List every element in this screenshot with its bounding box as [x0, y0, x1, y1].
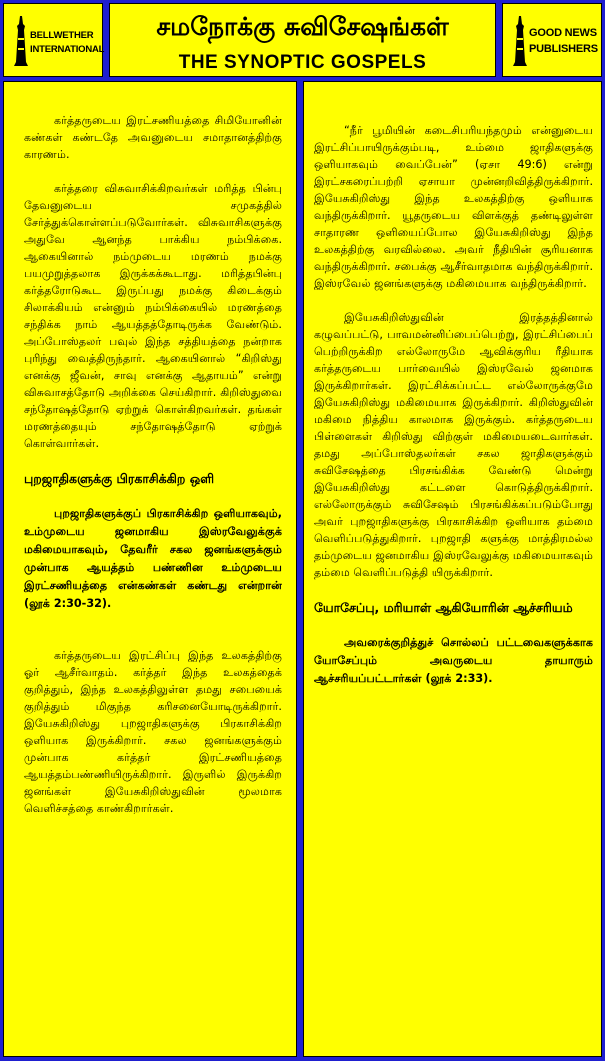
left-column-content: [24, 112, 282, 817]
tower-icon: [513, 16, 527, 66]
right-column-content: [314, 122, 593, 688]
page-title-english: THE SYNOPTIC GOSPELS: [178, 52, 427, 73]
good-news-logo-line1: GOOD NEWS: [529, 27, 597, 39]
scripture-quote: புறஜாதிகளுக்குப் பிரகாசிக்கிற ஒளியாகவும், உம்முடைய ஜனமாகிய இஸ்ரவேலுக்குக் மகிமையாகவும், தேவரீர் சகல ஜனங்களுக்கும் முன்பாக ஆயத்தம் பண்ணின உம்முடைய இரட்சணியத்தை என்கண்கள் கண்டது என்றான் (லூக் 2:30-32).: [24, 507, 282, 610]
bellwether-logo-line1: BELLWETHER: [30, 30, 94, 41]
title-box: [109, 3, 496, 77]
paragraph: இயேசுகிறிஸ்துவின் இரத்தத்தினால் கழுவப்பட்டு, பாவமன்னிப்பைப்பெற்று, இரட்சிப்பைப் பெற்றிருக்கிற எல்லோருமே ஆவிக்குரிய ரீதியாக கர்த்தருடைய பார்வையில் இஸ்ரவேல் ஜனமாக இருக்கிறார்கள். இரட்சிக்கப்பட்ட எல்லோருக்குமே இயேசுகிறிஸ்து மகிமையாக இருக்கிறார். கிறிஸ்துவின் மகிமை நித்திய காலமாக இருக்கும். கர்த்தருடைய பிள்ளைகள் கிறிஸ்து விற்குள் மகிமையடைவார்கள். தமது அப்போஸ்தலர்கள் சகல ஜாதிகளுக்கும் சுவிசேஷத்தை பிரசங்கிக்க வேண்டு மென்று இயேசுகிறிஸ்து கட்டளை கொடுத்திருக்கிறார். எல்லோருக்கும் சுவிசேஷம் பிரசங்கிக்கப்படும்போது அவர் புறஜாதிகளுக்கு பிரகாசிக்கிற ஒளியாக தம்மை வெளிப்படுத்துகிறார். புறஜாதி களுக்கு மாத்திரமல்ல தம்முடைய ஜனமாகிய இஸ்ரவேலுக்கு மகிமையாகவும் தம்மை வெளிப்படுத்தி யிருக்கிறார்.: [314, 311, 593, 579]
left-column: [3, 81, 297, 1057]
section-heading: யோசேப்பு, மரியாள் ஆகியோரின் ஆச்சரியம்: [314, 600, 573, 615]
header: [0, 0, 605, 80]
page-title-tamil: சமநோக்கு சுவிசேஷங்கள்: [156, 12, 449, 41]
right-column: [303, 81, 602, 1057]
scripture-quote: அவரைக்குறித்துச் சொல்லப் பட்டவைகளுக்காக யோசேப்பும் அவருடைய தாயாரும் ஆச்சரியப்பட்டார்கள் (லூக் 2:33).: [314, 636, 593, 685]
paragraph: கர்த்தருடைய இரட்சிப்பு இந்த உலகத்திற்கு ஓர் ஆசீர்வாதம். கர்த்தர் இந்த உலகத்தைக் குறித்தும், இந்த உலகத்திலுள்ள தமது சபையைக் குறித்தும் மிகுந்த கரிசனையோடிருக்கிறார். இயேசுகிறிஸ்து புறஜாதிகளுக்கு பிரகாசிக்கிற ஒளியாக இருக்கிறார். சகல ஜனங்களுக்கும் முன்பாக கர்த்தர் இரட்சணியத்தை ஆயத்தம்பண்ணியிருக்கிறார். இருளில் இருக்கிற ஜனங்கள் இயேசுகிறிஸ்துவின் மூலமாக வெளிச்சத்தை காண்கிறார்கள்.: [24, 649, 282, 815]
bellwether-logo-box: [3, 3, 103, 77]
paragraph: “நீர் பூமியின் கடைசிபரியந்தமும் என்னுடைய இரட்சிப்பாயிருக்கும்படி, உம்மை ஜாதிகளுக்கு ஒளியாகவும் வைப்பேன்” (ஏசா 49:6) என்று இரட்சகரைப்பற்றி ஏசாயா முன்னறிவித்திருக்கிறார். இயேசுகிறிஸ்து இந்த உலகத்திற்கு ஒளியாக வந்திருக்கிறார். யூதருடைய விளக்குத் தண்டிலுள்ள சாதாரண ஒளியைப்போல இயேசுகிறிஸ்து இந்த உலகத்திற்கு வரவில்லை. அவர் நீதியின் சூரியனாக வந்திருக்கிறார். சபைக்கு ஆசீர்வாதமாக வந்திருக்கிறார். இஸ்ரவேல் ஜனங்களுக்கு மகிமையாக வந்திருக்கிறார்.: [314, 124, 593, 290]
tower-icon: [14, 16, 28, 66]
section-heading: புறஜாதிகளுக்கு பிரகாசிக்கிற ஒளி: [24, 471, 215, 486]
good-news-logo-box: [502, 3, 602, 77]
paragraph: கர்த்தரை விசுவாசிக்கிறவர்கள் மரித்த பின்பு தேவனுடைய சமுகத்தில் சேர்த்துக்கொள்ளப்படுவோர்கள். விசுவாசிகளுக்கு அதுவே ஆனந்த பாக்கிய நம்பிக்கை. ஆகையினால் நம்முடைய மரணம் நமக்கு பயமுறுத்தலாக இருக்கக்கூடாது. மரித்தபின்பு கர்த்தரோடுகூட இருப்பது நமக்கு கிடைக்கும் சிலாக்கியம் என்னும் நம்பிக்கையில் மரணத்தை சந்திக்க நாம் ஆயத்தத்தோடிருக்க வேண்டும். அப்போஸ்தலர் பவுல் இந்த சத்தியத்தை நன்றாக புரிந்து வைத்திருந்தார். ஆகையினால் “கிறிஸ்து எனக்கு ஜீவன், சாவு எனக்கு ஆதாயம்” என்று விசுவாசத்தோடு அறிக்கை செய்கிறார். கிறிஸ்துவை சந்தோஷத்தோடு ஏற்றுக் கொள்கிறவர்கள். தங்கள் மரணத்தையும் சந்தோஷத்தோடு ஏற்றுக் கொள்வார்கள்.: [24, 182, 282, 450]
good-news-logo-line2: PUBLISHERS: [529, 43, 598, 55]
bellwether-logo-line2: INTERNATIONAL: [30, 44, 105, 55]
good-news-logo: [507, 14, 599, 70]
paragraph: கர்த்தருடைய இரட்சணியத்தை சிமியோனின் கண்கள் கண்டதே அவனுடைய சமாதானத்திற்கு காரணம்.: [24, 114, 282, 161]
bellwether-logo: [8, 14, 105, 70]
